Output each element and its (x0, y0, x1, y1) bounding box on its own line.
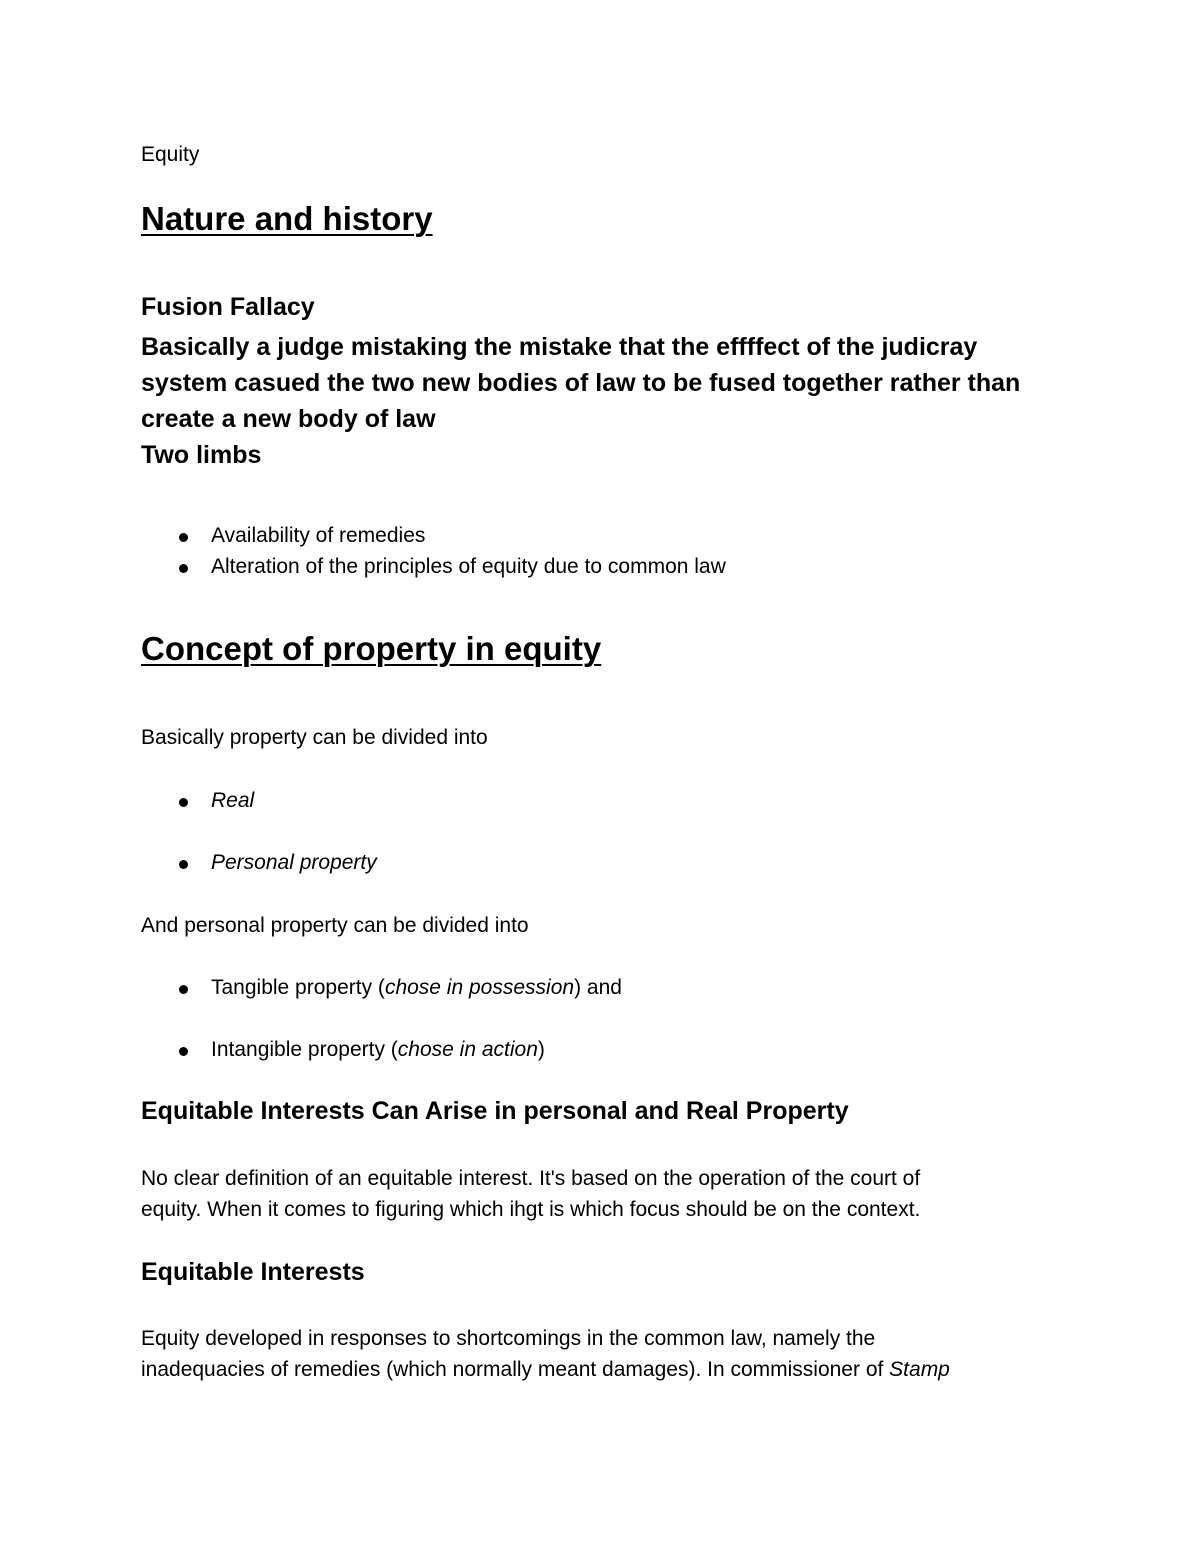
subheading-equitable-interests: Equitable Interests (141, 1258, 365, 1286)
list-item-text: Real (211, 789, 255, 812)
list-item-text: Availability of remedies (211, 524, 426, 547)
subheading-fusion-fallacy: Fusion Fallacy (141, 293, 315, 321)
bullet-icon (179, 798, 188, 807)
bullet-icon (179, 564, 188, 573)
case-name-text: Stamp (889, 1358, 950, 1381)
list-item-text-pre: Tangible property ( (211, 976, 385, 999)
list-item-text-post: ) and (574, 976, 622, 999)
personal-property-intro: And personal property can be divided into (141, 914, 529, 937)
bullet-icon (179, 985, 188, 994)
list-item-text-pre: Intangible property ( (211, 1038, 398, 1061)
fusion-fallacy-paragraph-line-1: Basically a judge mistaking the mistake that the effffect of the judicray (141, 333, 978, 361)
list-item-text: Alteration of the principles of equity due to common law (211, 555, 726, 578)
list-item-text: Personal property (211, 851, 377, 874)
list-item-text-post: ) (537, 1038, 545, 1061)
paragraph-text: inadequacies of remedies (which normally meant damages). In commissioner of (141, 1358, 890, 1381)
property-intro: Basically property can be divided into (141, 726, 488, 749)
bullet-icon (179, 1047, 188, 1056)
subheading-equitable-interests-arise: Equitable Interests Can Arise in personal and Real Property (141, 1097, 849, 1125)
list-item-text (211, 972, 622, 1003)
bullet-icon (179, 860, 188, 869)
list-item-term: chose in action (397, 1038, 538, 1061)
bullet-icon (179, 533, 188, 542)
equity-developed-paragraph-line-2 (141, 1354, 950, 1385)
fusion-fallacy-paragraph-line-3: create a new body of law (141, 405, 436, 433)
equity-developed-paragraph-line-1: Equity developed in responses to shortcomings in the common law, namely the (141, 1327, 876, 1350)
list-item-text (211, 1034, 545, 1065)
equitable-interests-paragraph-line-2: equity. When it comes to figuring which ihgt is which focus should be on the context. (141, 1198, 921, 1221)
equitable-interests-paragraph-line-1: No clear definition of an equitable interest. It's based on the operation of the court of (141, 1167, 921, 1190)
list-item-term: chose in possession (384, 976, 575, 999)
heading-nature-and-history: Nature and history (141, 200, 433, 237)
subheading-two-limbs: Two limbs (141, 441, 262, 469)
document-label: Equity (141, 143, 200, 166)
heading-concept-of-property: Concept of property in equity (141, 630, 602, 667)
fusion-fallacy-paragraph-line-2: system casued the two new bodies of law to be fused together rather than (141, 369, 1021, 397)
